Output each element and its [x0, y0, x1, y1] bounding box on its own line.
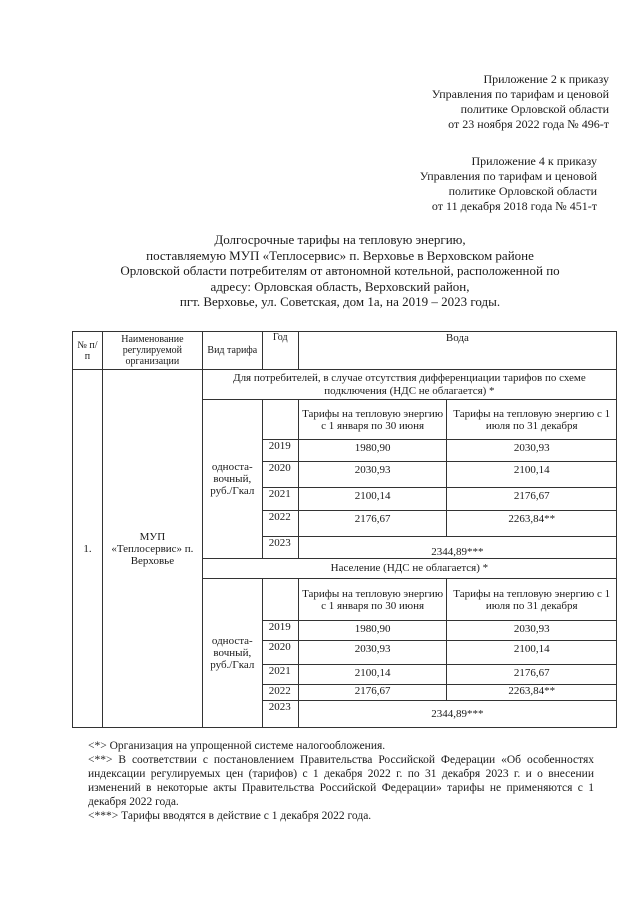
section2-title: Население (НДС не облагается) * — [202, 559, 616, 579]
appendix-4-line4: от 11 декабря 2018 года № 451-т — [431, 199, 597, 213]
section1-col2-header: Тарифы на тепловую энергию с 1 июля по 31 декабря — [447, 400, 617, 440]
header-year: Год — [262, 332, 298, 370]
table-row: 2020 2030,93 2100,14 — [73, 462, 617, 488]
title-line5: пгт. Верховье, ул. Советская, дом 1а, на 2019 – 2023 годы. — [179, 294, 501, 309]
table-row: 2023 2344,89*** — [73, 701, 617, 728]
organization-name: МУП «Теплосервис» п. Верховье — [102, 370, 202, 728]
section2-tariff-type: односта-вочный, руб./Гкал — [202, 579, 262, 728]
header-org: Наименование регулируемой организации — [102, 332, 202, 370]
table-row: 2019 1980,90 2030,93 — [73, 440, 617, 462]
table-row: 2021 2100,14 2176,67 — [73, 488, 617, 511]
appendix-4-line3: политике Орловской области — [448, 184, 597, 198]
title-line2: поставляемую МУП «Теплосервис» п. Верховье в Верховском районе — [146, 247, 534, 263]
section1-value-2023: 2344,89*** — [298, 537, 616, 559]
section1-title-row — [73, 370, 617, 400]
footnote-1: <*> Организация на упрощенной системе налогообложения. — [88, 740, 386, 752]
appendix-4-header — [297, 154, 597, 214]
table-row: 2022 2176,67 2263,84** — [73, 685, 617, 701]
table-row: 2020 2030,93 2100,14 — [73, 641, 617, 665]
section1-tariff-type: односта-вочный, руб./Гкал — [202, 400, 262, 559]
section1-title: Для потребителей, в случае отсутствия дифференциации тарифов по схеме подключения (НДС не облагается) * — [202, 370, 616, 400]
table-row: 2022 2176,67 2263,84** — [73, 511, 617, 537]
appendix-2-line2: Управления по тарифам и ценовой — [431, 87, 609, 101]
footnote-3: <***> Тарифы вводятся в действие с 1 декабря 2022 года. — [88, 810, 372, 822]
appendix-2-line3: политике Орловской области — [460, 102, 609, 116]
appendix-2-header — [309, 72, 609, 132]
tariff-table — [72, 331, 617, 728]
header-type: Вид тарифа — [202, 332, 262, 370]
appendix-4-line1: Приложение 4 к приказу — [471, 154, 597, 168]
table-row: 2023 2344,89*** — [73, 537, 617, 559]
header-water: Вода — [298, 332, 616, 370]
section2-col1-header: Тарифы на тепловую энергию с 1 января по 30 июня — [298, 579, 447, 621]
header-num: № п/п — [73, 332, 103, 370]
appendix-4-line2: Управления по тарифам и ценовой — [419, 169, 597, 183]
title-line3: Орловской области потребителям от автономной котельной, расположенной по — [120, 263, 560, 278]
title-line1: Долгосрочные тарифы на тепловую энергию, — [214, 232, 466, 247]
document-title — [80, 232, 600, 310]
table-row: 2021 2100,14 2176,67 — [73, 665, 617, 685]
appendix-2-line4: от 23 ноября 2022 года № 496-т — [448, 117, 609, 131]
section2-value-2023: 2344,89*** — [298, 701, 616, 728]
table-row: 2019 1980,90 2030,93 — [73, 621, 617, 641]
appendix-2-line1: Приложение 2 к приказу — [483, 72, 609, 86]
row-number: 1. — [73, 370, 103, 728]
footnote-2: <**> В соответствии с постановлением Правительства Российской Федерации «Об особенностях индексации регулируемых цен (тарифов) с 1 декабря 2022 г. по 31 декабря 2023 г. и о внесении изменений в некоторые акты Правительства Российской Федерации» тарифы не применяются с 1 декабря 2022 года. — [88, 754, 594, 808]
section1-col1-header: Тарифы на тепловую энергию с 1 января по 30 июня — [298, 400, 447, 440]
section2-col2-header: Тарифы на тепловую энергию с 1 июля по 31 декабря — [447, 579, 617, 621]
footnotes — [88, 739, 594, 823]
title-line4: адресу: Орловская область, Верховский район, — [210, 278, 470, 294]
table-header-row — [73, 332, 617, 370]
